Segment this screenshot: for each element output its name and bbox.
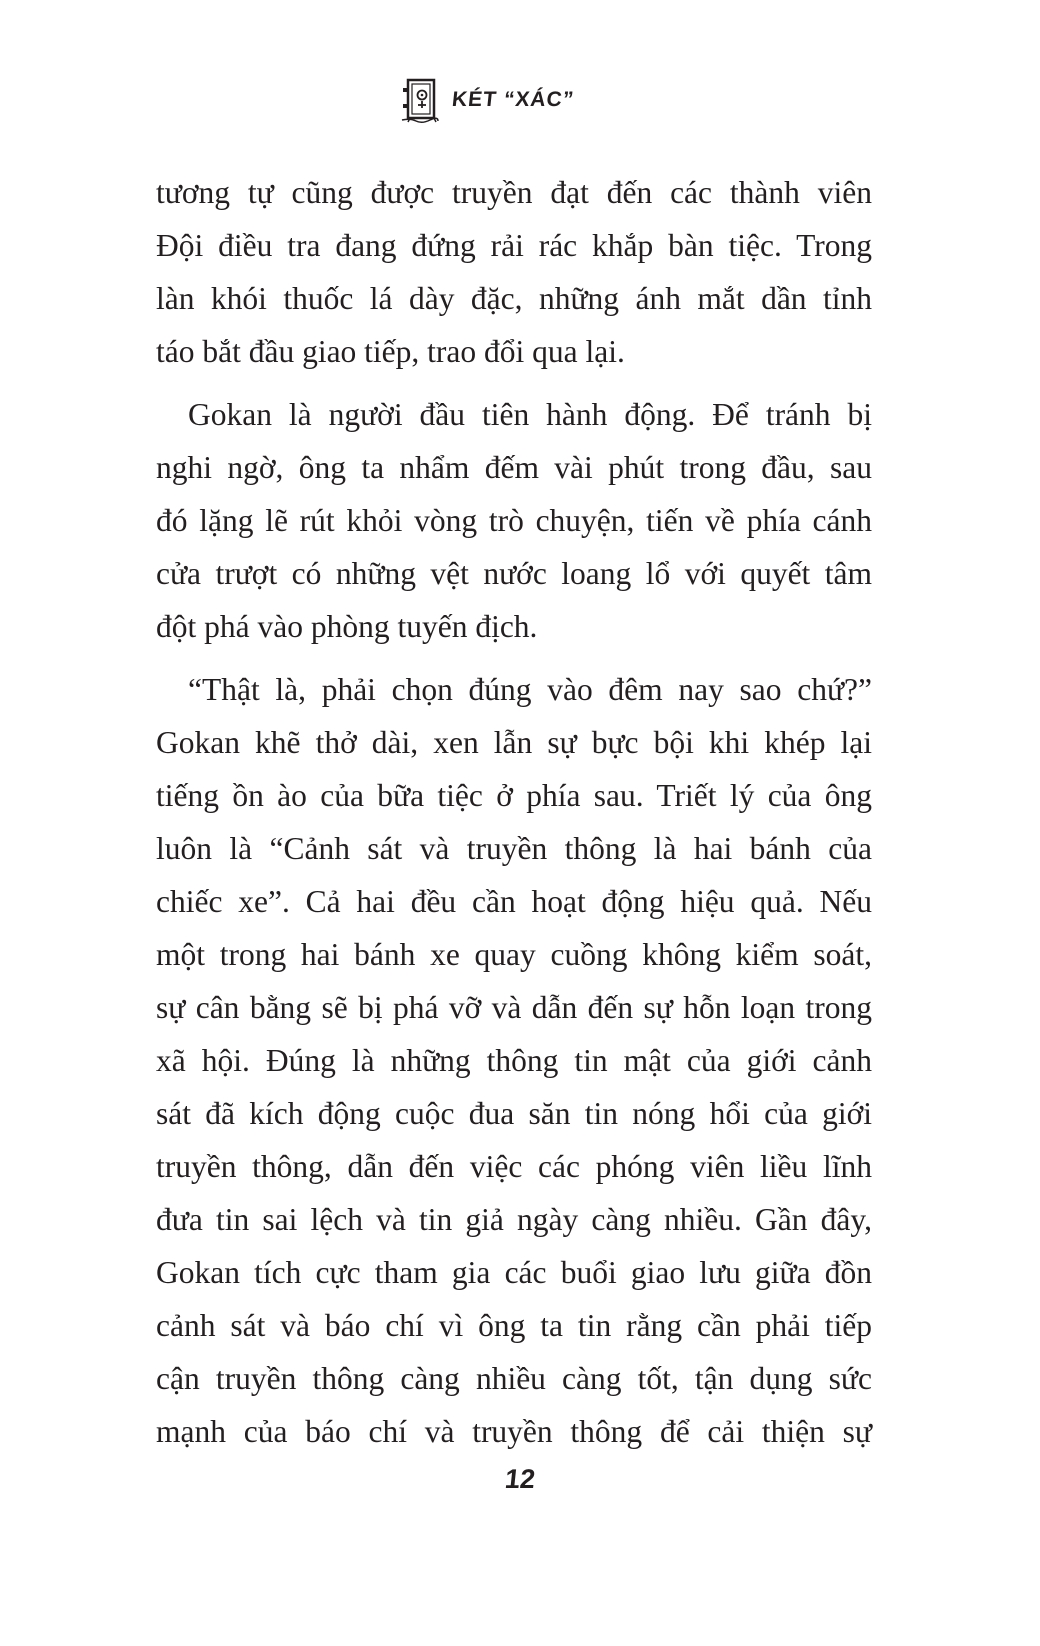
text-line: Gokan là người đầu tiên hành động. Để tránh bị xyxy=(188,397,872,432)
text-line: Gokan tích cực tham gia các buổi giao lưu giữa đồn xyxy=(156,1255,872,1290)
running-header xyxy=(0,72,1040,132)
text-line: Gokan khẽ thở dài, xen lẫn sự bực bội khi khép lại xyxy=(156,725,872,760)
text-line: mạnh của báo chí và truyền thông để cải thiện sự xyxy=(156,1414,872,1449)
text-line: táo bắt đầu giao tiếp, trao đổi qua lại. xyxy=(156,334,625,369)
text-line: nghi ngờ, ông ta nhẩm đếm vài phút trong đầu, sau xyxy=(156,450,872,485)
text-line: đó lặng lẽ rút khỏi vòng trò chuyện, tiến về phía cánh xyxy=(156,503,872,538)
text-line: cận truyền thông càng nhiều càng tốt, tận dụng sức xyxy=(156,1361,872,1396)
text-line: cửa trượt có những vệt nước loang lổ với quyết tâm xyxy=(156,556,872,591)
text-line: đột phá vào phòng tuyến địch. xyxy=(156,609,538,644)
text-line: “Thật là, phải chọn đúng vào đêm nay sao chứ?” xyxy=(188,672,872,707)
text-line: xã hội. Đúng là những thông tin mật của giới cảnh xyxy=(156,1043,872,1078)
text-line: đưa tin sai lệch và tin giả ngày càng nhiều. Gần đây, xyxy=(156,1202,872,1237)
text-line: luôn là “Cảnh sát và truyền thông là hai bánh của xyxy=(156,831,872,866)
text-line: sát đã kích động cuộc đua săn tin nóng hổi của giới xyxy=(156,1096,872,1131)
paragraph-3 xyxy=(156,663,872,1458)
body-text xyxy=(156,166,872,1458)
text-line: sự cân bằng sẽ bị phá vỡ và dẫn đến sự hỗn loạn trong xyxy=(156,990,872,1025)
text-line: một trong hai bánh xe quay cuồng không kiểm soát, xyxy=(156,937,872,972)
text-line: chiếc xe”. Cả hai đều cần hoạt động hiệu quả. Nếu xyxy=(156,884,872,919)
paragraph-1 xyxy=(156,166,872,378)
chapter-title: KÉT “XÁC” xyxy=(450,88,576,111)
text-line: truyền thông, dẫn đến việc các phóng viên liều lĩnh xyxy=(156,1149,872,1184)
page-number: 12 xyxy=(503,1464,537,1494)
text-line: Đội điều tra đang đứng rải rác khắp bàn tiệc. Trong xyxy=(156,228,872,263)
text-line: cảnh sát và báo chí vì ông ta tin rằng cần phải tiếp xyxy=(156,1308,872,1343)
paragraph-2 xyxy=(156,388,872,653)
text-line: tiếng ồn ào của bữa tiệc ở phía sau. Triết lý của ông xyxy=(156,778,872,813)
text-line: làn khói thuốc lá dày đặc, những ánh mắt dần tỉnh xyxy=(156,281,872,316)
text-line: tương tự cũng được truyền đạt đến các thành viên xyxy=(156,175,872,210)
safe-icon xyxy=(400,74,440,126)
